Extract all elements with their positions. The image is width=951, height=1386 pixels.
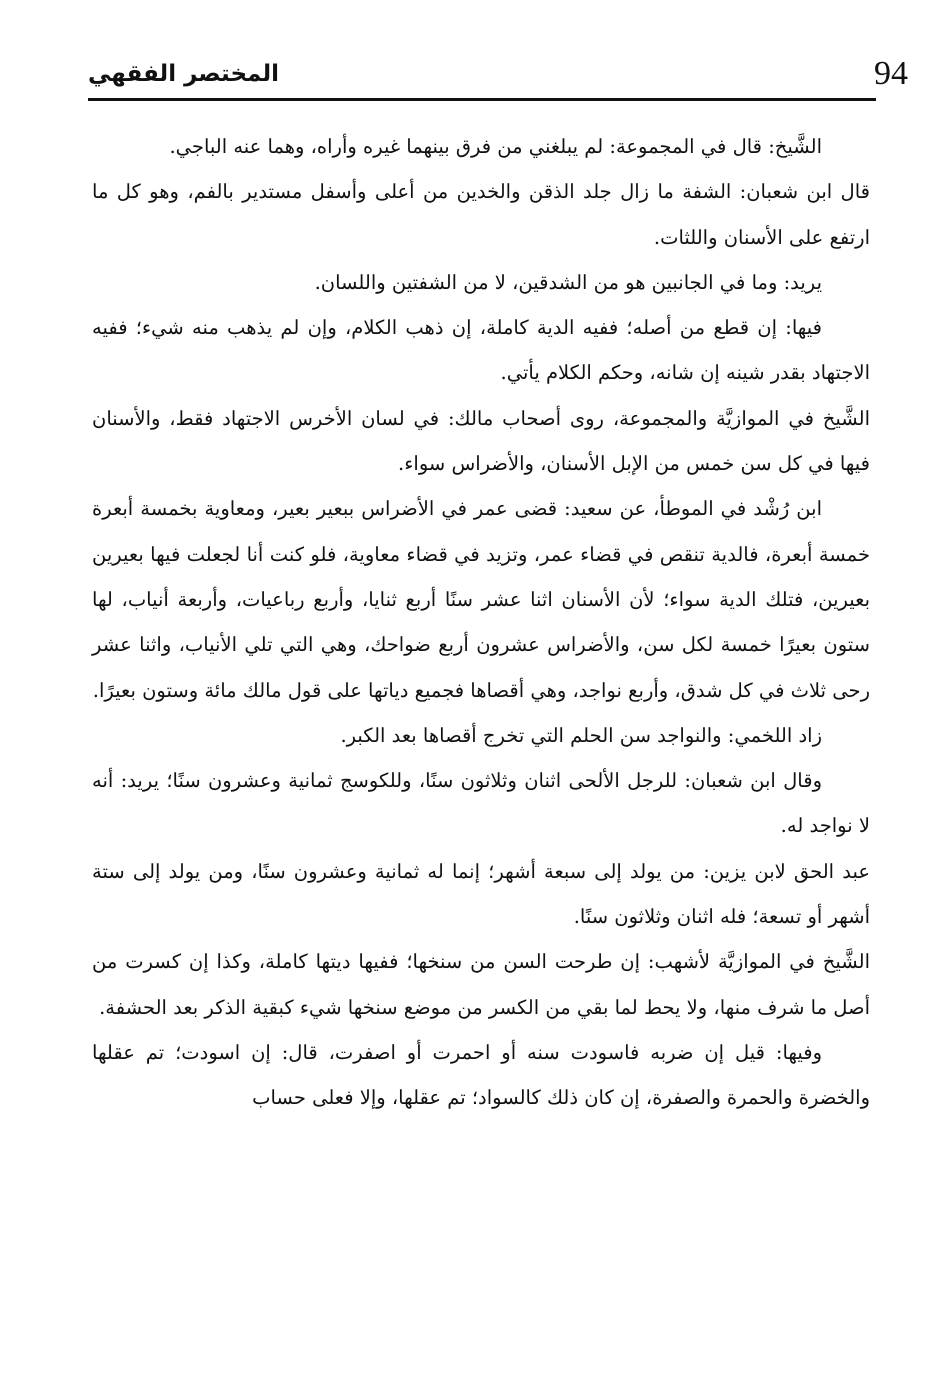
paragraph: قال ابن شعبان: الشفة ما زال جلد الذقن والخدين من أعلى وأسفل مستدير بالفم، وهو كل ما ارتفع على الأسنان واللثات. — [92, 180, 870, 249]
paragraph: وقال ابن شعبان: للرجل الألحى اثنان وثلاثون سنًا، وللكوسج ثمانية وعشرون سنًا؛ يريد: أنه لا نواجد له. — [92, 769, 870, 838]
paragraph: زاد اللخمي: والنواجد سن الحلم التي تخرج أقصاها بعد الكبر. — [340, 723, 822, 747]
header-rule — [88, 98, 876, 101]
paragraph: يريد: وما في الجانبين هو من الشدقين، لا من الشفتين واللسان. — [314, 270, 822, 294]
paragraph: الشَّيخ: قال في المجموعة: لم يبلغني من فرق بينهما غيره وأراه، وهما عنه الباجي. — [169, 135, 822, 158]
paragraph: الشَّيخ في الموازيَّة لأشهب: إن طرحت السن من سنخها؛ ففيها ديتها كاملة، وكذا إن كسرت من أصل ما شرف منها، ولا يحط لما بقي من الكسر من موضع سنخها شيء كبقية الذكر بعد الحشفة. — [92, 950, 870, 1019]
page-number: 94 — [874, 55, 908, 92]
page-header — [88, 52, 908, 96]
paragraph: وفيها: قيل إن ضربه فاسودت سنه أو احمرت أو اصفرت، قال: إن اسودت؛ تم عقلها والخضرة والحمرة والصفرة، إن كان ذلك كالسواد؛ تم عقلها، وإلا فعلى حساب — [92, 1040, 870, 1110]
paragraph: الشَّيخ في الموازيَّة والمجموعة، روى أصحاب مالك: في لسان الأخرس الاجتهاد فقط، والأسنان فيها في كل سن خمس من الإبل الأسنان، والأضراس سواء. — [92, 406, 870, 476]
page-body — [92, 124, 870, 1121]
paragraph: عبد الحق لابن يزين: من يولد إلى سبعة أشهر؛ إنما له ثمانية وعشرون سنًا، ومن يولد إلى ستة أشهر أو تسعة؛ فله اثنان وثلاثون سنًا. — [92, 859, 870, 929]
paragraph: ابن رُشْد في الموطأ، عن سعيد: قضى عمر في الأضراس ببعير بعير، ومعاوية بخمسة أبعرة خمسة أبعرة، فالدية تنقص في قضاء عمر، وتزيد في قضاء معاوية، فلو كنت أنا لجعلت فيها بعيرين بعيرين، فتلك الدية سواء؛ لأن الأسنان اثنا عشر سنًا أربع ثنايا، وأربع رباعيات، وأربعة أنياب، لها ستون بعيرًا خمسة لكل سن، والأضراس عشرون أربع ضواحك، وهي التي تلي الأنياب، واثنا عشر رحى ثلاث في كل شدق، وأربع نواجد، وهي أقصاها فجميع دياتها على قول مالك مائة وستون بعيرًا. — [92, 497, 870, 702]
paragraph: فيها: إن قطع من أصله؛ ففيه الدية كاملة، إن ذهب الكلام، وإن لم يذهب منه شيء؛ ففيه الاجتهاد بقدر شينه إن شانه، وحكم الكلام يأتي. — [92, 316, 870, 385]
running-title: المختصر الفقهي — [88, 61, 279, 87]
